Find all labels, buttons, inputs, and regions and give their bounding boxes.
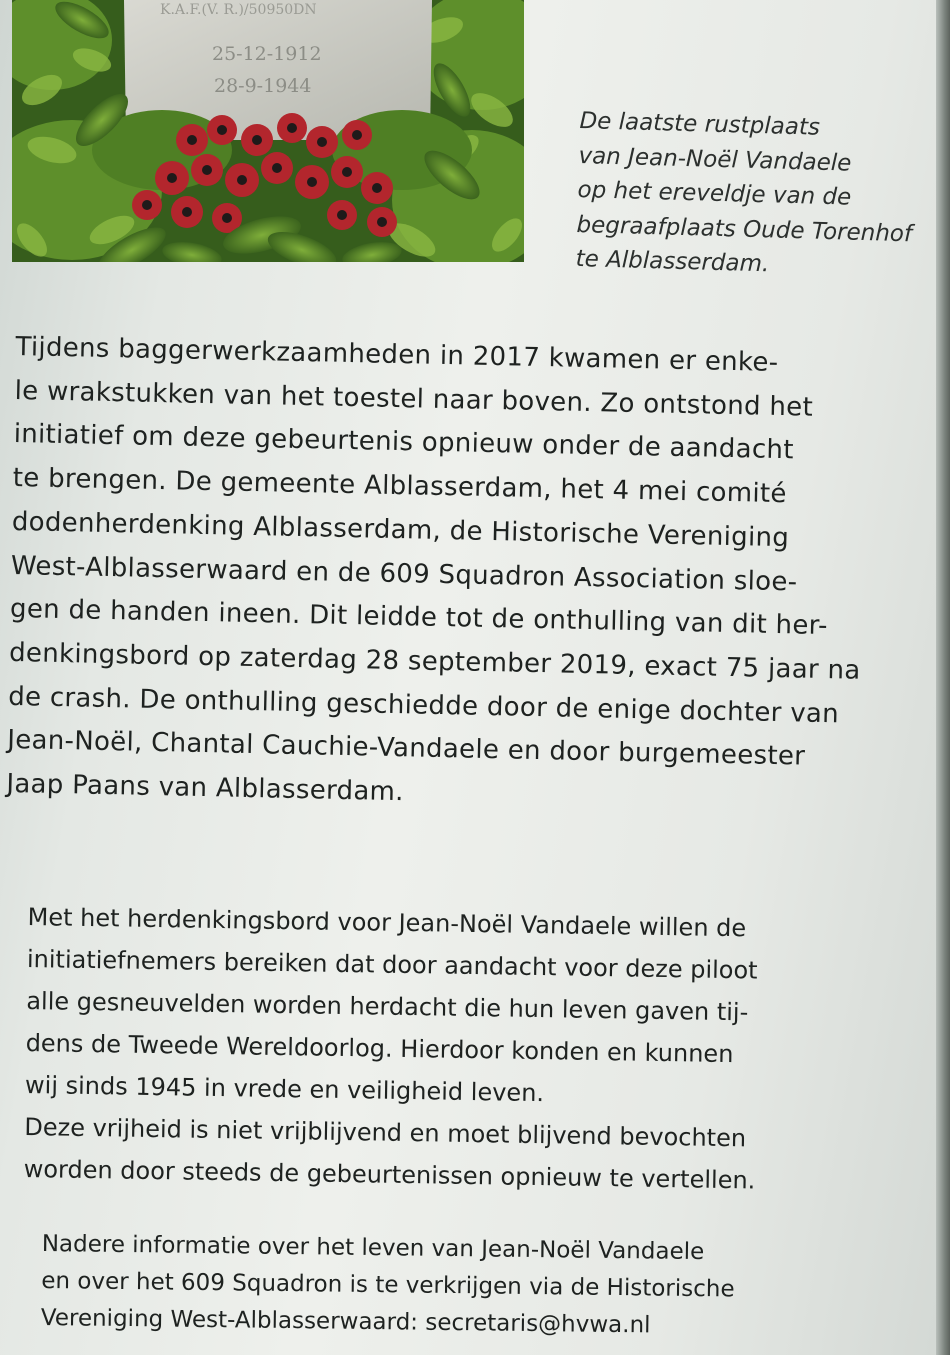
text-line: gen de handen ineen. Dit leidde tot de onthulling van dit her- bbox=[9, 594, 828, 642]
text-line: Vereniging West-Alblasserwaard: secretaris@hvwa.nl bbox=[40, 1304, 651, 1339]
photo-caption bbox=[575, 104, 940, 286]
text-line: le wrakstukken van het toestel naar boven. Zo ontstond het bbox=[14, 375, 814, 423]
text-line: Jaap Paans van Alblasserdam. bbox=[6, 768, 405, 808]
text-line: dens de Tweede Wereldoorlog. Hierdoor konden en kunnen bbox=[25, 1028, 734, 1069]
text-line: en over het 609 Squadron is te verkrijgen via de Historische bbox=[41, 1267, 735, 1303]
paragraph-history bbox=[6, 326, 867, 824]
stone-birth-date: 25-12-1912 bbox=[212, 43, 322, 65]
text-line: Jean-Noël, Chantal Cauchie-Vandaele en door burgemeester bbox=[7, 725, 806, 772]
text-line: alle gesneuvelden worden herdacht die hun leven gaven tij- bbox=[26, 986, 749, 1027]
text-line: Deze vrijheid is niet vrijblijvend en moet blijvend bevochten bbox=[24, 1112, 747, 1153]
text-line: Tijdens baggerwerkzaamheden in 2017 kwamen er enke- bbox=[15, 331, 779, 378]
caption-line: De laatste rustplaats bbox=[579, 107, 821, 141]
text-line: dodenherdenking Alblasserdam, de Historische Vereniging bbox=[11, 506, 790, 554]
text-line: West-Alblasserwaard en de 609 Squadron Association sloe- bbox=[10, 550, 798, 597]
stone-inscription: K.A.F.(V. R.)/50950DN bbox=[160, 2, 317, 18]
caption-line: op het ereveldje van de bbox=[577, 176, 852, 211]
text-line: initiatiefnemers bereiken dat door aandacht voor deze piloot bbox=[26, 944, 758, 985]
stone-death-date: 28-9-1944 bbox=[214, 75, 312, 97]
caption-line: van Jean-Noël Vandaele bbox=[578, 142, 852, 177]
text-line: Nadere informatie over het leven van Jean-Noël Vandaele bbox=[41, 1230, 705, 1266]
caption-line: te Alblasserdam. bbox=[575, 245, 770, 278]
caption-line: begraafplaats Oude Torenhof bbox=[576, 211, 913, 247]
text-line: wij sinds 1945 in vrede en veiligheid leven. bbox=[24, 1070, 545, 1108]
paragraph-purpose bbox=[23, 896, 759, 1201]
board-edge bbox=[936, 0, 950, 1355]
text-line: Met het herdenkingsbord voor Jean-Noël Vandaele willen de bbox=[27, 902, 747, 943]
text-line: denkingsbord op zaterdag 28 september 2019, exact 75 jaar na bbox=[8, 637, 861, 686]
text-line: initiatief om deze gebeurtenis opnieuw onder de aandacht bbox=[13, 419, 795, 466]
text-line: te brengen. De gemeente Alblasserdam, het 4 mei comité bbox=[12, 463, 788, 510]
grave-photo-image bbox=[12, 0, 524, 262]
paragraph-contact bbox=[41, 1226, 736, 1345]
text-line: de crash. De onthulling geschiedde door de enige dochter van bbox=[7, 681, 840, 729]
grave-photo bbox=[12, 0, 524, 262]
text-line: worden door steeds de gebeurtenissen opnieuw te vertellen. bbox=[23, 1154, 756, 1195]
